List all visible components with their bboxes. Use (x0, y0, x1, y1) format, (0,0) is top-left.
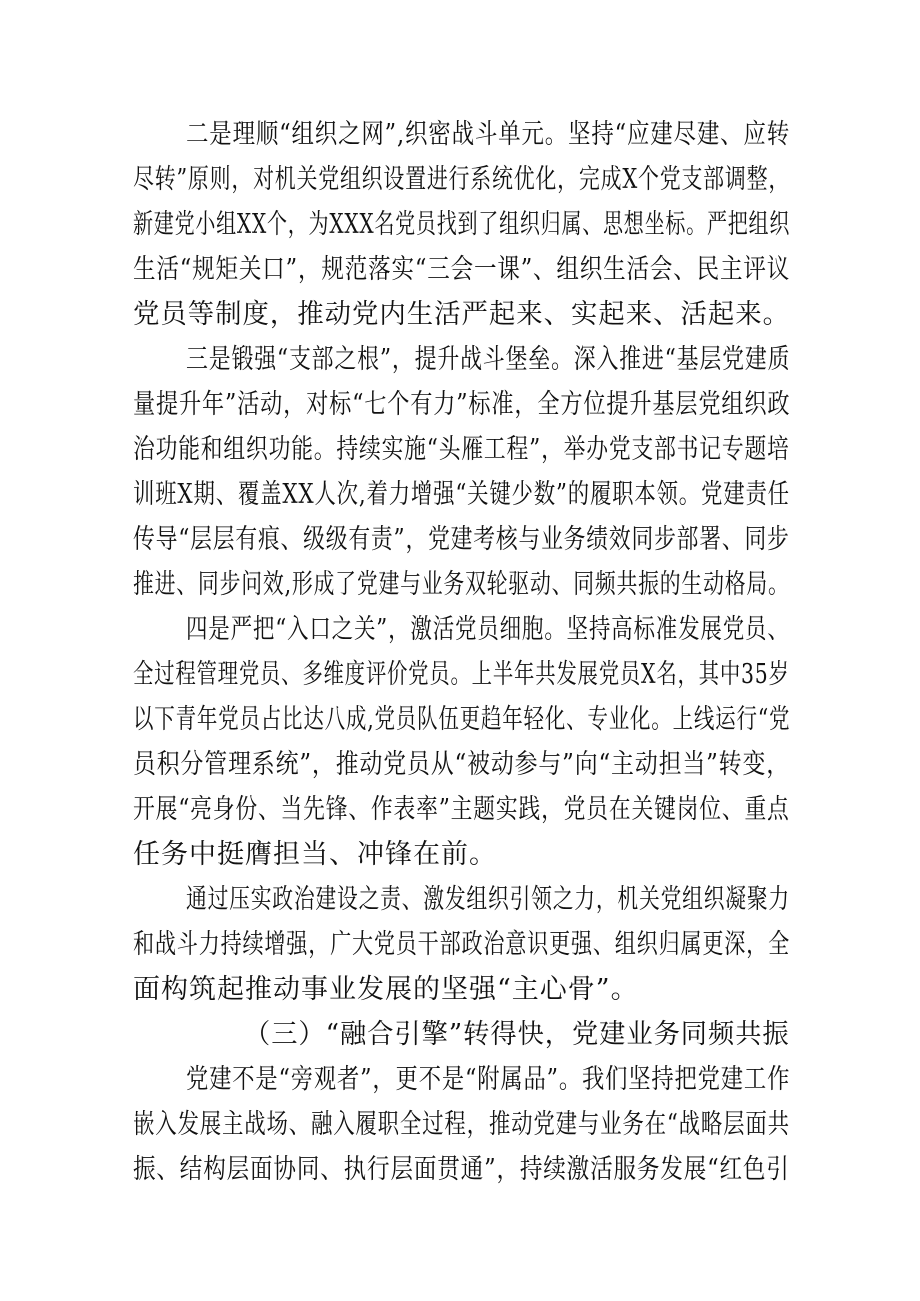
text-line: 开展“亮身份、当先锋、作表率”主题实践，党员在关键岗位、重点 (133, 794, 790, 825)
text-line: 全过程管理党员、多维度评价党员。上半年共发展党员X名，其中35岁 (133, 659, 790, 690)
text-line: 员积分管理系统”，推动党员从“被动参与”向“主动担当”转变， (133, 749, 790, 780)
text-line: 和战斗力持续增强，广大党员干部政治意识更强、组织归属更深，全 (133, 929, 790, 960)
section-heading-text: （三）“融合引擎”转得快，党建业务同频共振 (244, 1019, 790, 1050)
text-line: 新建党小组XX个，为XXX名党员找到了组织归属、思想坐标。严把组织 (133, 209, 791, 240)
text-line: 面构筑起推动事业发展的坚强“主心骨”。 (133, 974, 639, 1005)
text-line: 量提升年”活动，对标“七个有力”标准，全方位提升基层党组织政 (133, 389, 791, 420)
text-line: 嵌入发展主战场、融入履职全过程，推动党建与业务在“战略层面共 (133, 1109, 790, 1140)
text-line: 二是理顺“组织之网”,织密战斗单元。坚持“应建尽建、应转 (186, 119, 791, 150)
text-line: 训班X期、覆盖XX人次,着力增强“关键少数”的履职本领。党建责任 (133, 479, 790, 510)
text-line: 通过压实政治建设之责、激发组织引领之力，机关党组织凝聚力 (186, 884, 790, 915)
text-line: 党建不是“旁观者”，更不是“附属品”。我们坚持把党建工作 (186, 1064, 791, 1095)
text-line: 四是严把“入口之关”，激活党员细胞。坚持高标准发展党员、 (186, 614, 790, 645)
text-line: 任务中挺膺担当、冲锋在前。 (133, 839, 497, 870)
text-line: 党员等制度，推动党内生活严起来、实起来、活起来。 (133, 299, 791, 330)
text-line: 振、结构层面协同、执行层面贯通”，持续激活服务发展“红色引 (133, 1154, 790, 1185)
text-line: 生活“规矩关口”，规范落实“三会一课”、组织生活会、民主评议 (133, 254, 791, 285)
text-line: 以下青年党员占比达八成,党员队伍更趋年轻化、专业化。上线运行“党 (133, 704, 791, 735)
text-line: 尽转”原则，对机关党组织设置进行系统优化，完成X个党支部调整， (133, 164, 791, 195)
text-line: 传导“层层有痕、级级有责”，党建考核与业务绩效同步部署、同步 (133, 524, 790, 555)
text-line: 推进、同步问效,形成了党建与业务双轮驱动、同频共振的生动格局。 (133, 569, 790, 600)
text-line: 三是锻强“支部之根”，提升战斗堡垒。深入推进“基层党建质 (186, 344, 791, 375)
text-line: 治功能和组织功能。持续实施“头雁工程”，举办党支部书记专题培 (133, 434, 790, 465)
